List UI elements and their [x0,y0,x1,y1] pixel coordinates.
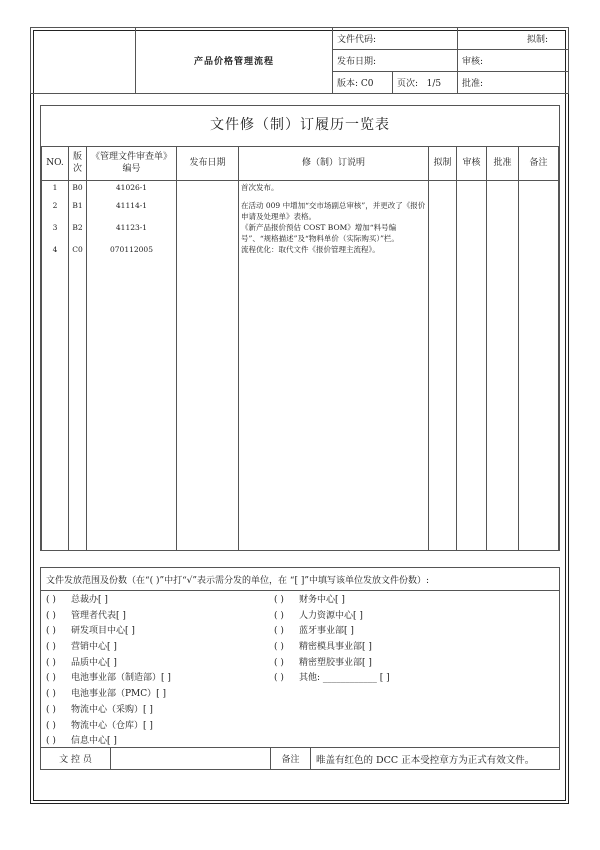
column-description [239,180,429,550]
logo-cell [31,28,136,94]
distribution-footer [40,747,560,770]
revision-title: 文件修（制）订履历一览表 [42,106,559,146]
checkbox-paren[interactable]: ( ) [46,720,56,731]
doc-code-field: 文件代码: [333,28,458,50]
unit-label: 总裁办[ ] [71,595,108,605]
distribution-item[interactable] [269,593,390,609]
cell-description: 《新产品报价预估 COST BOM》增加“料号编号”、“规格描述”及“物料单价（实际购买）”栏。 [241,222,399,243]
distribution-item[interactable] [269,624,390,640]
page-field: 页次: 1/5 [393,72,458,94]
version-field: 版本: C0 [333,72,393,94]
unit-label: 蓝牙事业部[ ] [299,626,354,637]
release-date-field: 发布日期: [333,50,458,72]
distribution-item[interactable] [41,703,171,719]
unit-label: 营销中心[ ] [71,642,117,653]
checkbox-paren[interactable]: ( ) [46,657,56,668]
cell-version: C0 [72,244,83,254]
distribution-item[interactable] [41,719,171,735]
revision-rows [42,180,559,550]
distribution-item[interactable] [41,687,171,703]
distribution-item[interactable] [269,640,390,656]
unit-label: 管理者代表[ ] [71,610,126,621]
column-header-version: 版次 [69,146,87,180]
unit-label: 物流中心（仓库）[ ] [71,720,153,731]
distribution-item[interactable] [269,609,390,625]
distribution-item[interactable] [269,671,390,687]
column-header-description: 修（制）订说明 [239,146,429,180]
distribution-item[interactable] [269,656,390,672]
cell-no: 1 [52,182,58,192]
reviewed-field: 审核: [458,50,569,72]
unit-label: 电池事业部（PMC）[ ] [71,689,167,700]
distribution-item[interactable] [41,640,171,656]
unit-label: 财务中心[ ] [299,595,345,605]
unit-label: 精密模具事业部[ ] [299,642,372,653]
checkbox-paren[interactable]: ( ) [46,595,56,605]
checkbox-paren[interactable]: ( ) [274,626,284,637]
unit-label: 信息中心[ ] [71,736,117,747]
column-release-date [177,180,239,550]
unit-label: 研发项目中心[ ] [71,626,135,637]
checkbox-paren[interactable]: ( ) [46,673,56,684]
cell-version: B2 [72,222,83,232]
checkbox-paren[interactable]: ( ) [274,642,284,653]
cell-code: 41026-1 [115,182,148,192]
distribution-item[interactable] [41,624,171,640]
unit-label: 物流中心（采购）[ ] [71,704,153,715]
column-header-no: NO. [42,146,69,180]
cell-no: 4 [52,244,58,254]
checkbox-paren[interactable]: ( ) [46,626,56,637]
approved-field: 批准: [458,72,569,94]
cell-description: 流程优化：取代文件《报价管理主流程》。 [241,244,380,254]
revision-history [40,105,560,551]
checkbox-paren[interactable]: ( ) [46,689,56,700]
checkbox-paren[interactable]: ( ) [46,736,56,747]
column-approved [487,180,519,550]
checkbox-paren[interactable]: ( ) [274,673,284,684]
distribution-item[interactable] [41,671,171,687]
checkbox-paren[interactable]: ( ) [46,642,56,653]
controller-signature [111,748,271,770]
column-code [87,180,177,550]
column-version [69,180,87,550]
column-remarks [519,180,559,550]
remark-label: 备注 [271,748,311,770]
cell-code: 070112005 [110,244,153,254]
column-header-approved: 批准 [487,146,519,180]
remark-text: 唯盖有红色的 DCC 正本受控章方为正式有效文件。 [311,748,560,770]
unit-label: 电池事业部（制造部）[ ] [71,673,171,684]
document-header [30,27,569,94]
distribution-item[interactable] [41,656,171,672]
checkbox-paren[interactable]: ( ) [46,704,56,715]
unit-label: 人力资源中心[ ] [299,610,363,621]
unit-label: 精密塑胶事业部[ ] [299,657,372,668]
distribution-item[interactable] [41,609,171,625]
cell-no: 2 [52,200,58,210]
distribution-item[interactable] [41,593,171,609]
cell-description: 首次发布。 [241,182,279,192]
cell-code: 41114-1 [115,200,148,210]
cell-version: B1 [72,200,83,210]
column-header-remarks: 备注 [519,146,559,180]
cell-version: B0 [72,182,83,192]
unit-label: 品质中心[ ] [71,657,117,668]
document-title: 产品价格管理流程 [136,28,333,94]
checkbox-paren[interactable]: ( ) [46,610,56,621]
controller-label: 文 控 员 [41,748,111,770]
checkbox-paren[interactable]: ( ) [274,595,284,605]
distribution-heading: 文件发放范围及份数（在“( )”中打“√”表示需分发的单位，在 “[ ]”中填写该单位发放文件份数）: [41,568,559,591]
cell-code: 41123-1 [115,222,148,232]
cell-no: 3 [52,222,58,232]
unit-label: 其他: ____________ [ ] [299,673,390,684]
column-reviewed [457,180,487,550]
cell-description: 在活动 009 中增加“交市场副总审核”，并更改了《报价申请及处理单》表格。 [241,200,426,221]
column-header-release-date: 发布日期 [177,146,239,180]
checkbox-paren[interactable]: ( ) [274,610,284,621]
column-header-reviewed: 审核 [457,146,487,180]
checkbox-paren[interactable]: ( ) [274,657,284,668]
column-header-drafted: 拟制 [429,146,457,180]
column-header-code: 《管理文件审查单》编号 [87,146,177,180]
distribution-section [40,567,560,770]
column-drafted [429,180,457,550]
drafted-field: 拟制: [458,28,569,50]
column-no [42,180,69,550]
